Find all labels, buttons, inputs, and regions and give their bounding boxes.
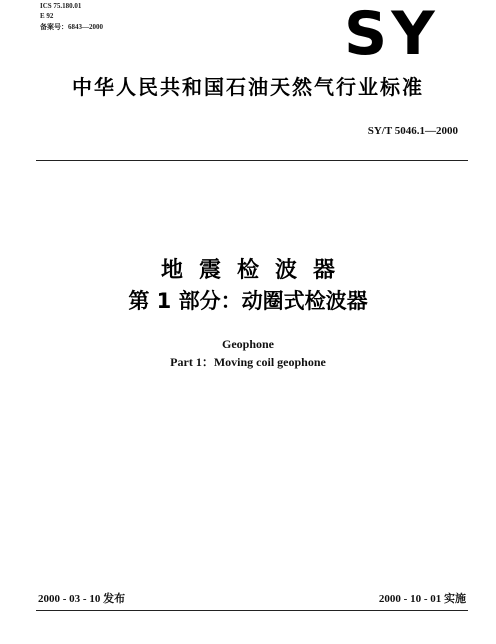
document-title-zh: 地震检波器 [160,258,351,283]
standard-category-title: 中华人民共和国石油天然气行业标准 [72,75,424,99]
document-part-title-en: Part 1：Moving coil geophone [170,355,326,369]
issue-date: 2000 - 03 - 10 发布 [38,593,126,605]
standard-number: SY/T 5046.1—2000 [367,125,458,137]
implementation-date: 2000 - 10 - 01 实施 [378,593,466,605]
record-number: 备案号：6843—2000 [40,23,103,31]
standard-logo: SY [344,0,439,69]
header-divider [36,160,468,161]
ics-code: ICS 75.180.01 [40,2,82,10]
document-part-title-zh: 第 1 部分：动圈式检波器 [128,289,368,313]
document-title-en: Geophone [221,337,274,351]
footer-divider [36,610,468,611]
classification-code: E 92 [40,12,54,20]
